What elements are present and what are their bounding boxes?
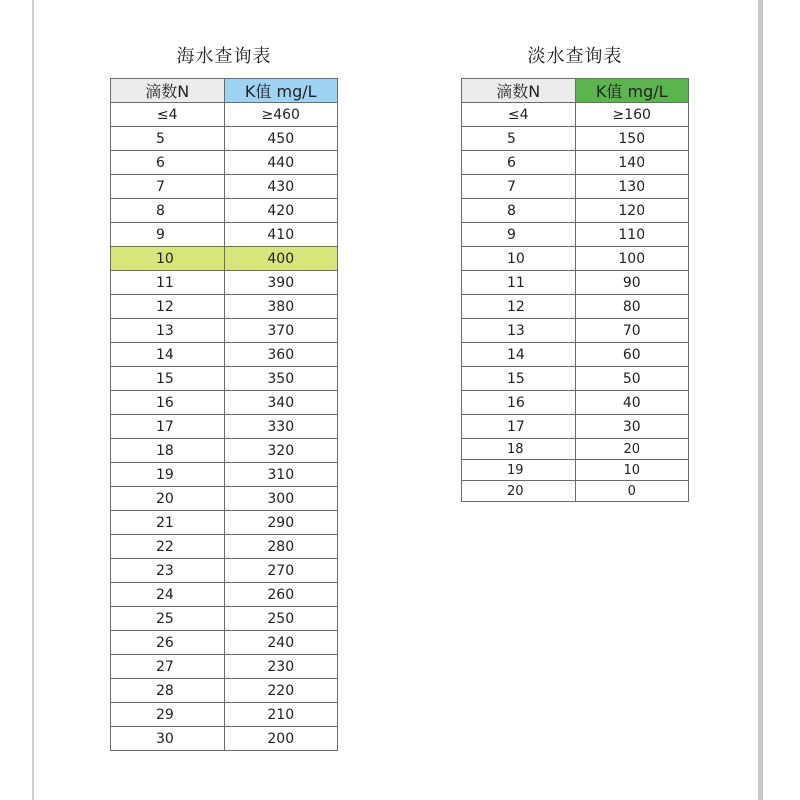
k-value-cell: 360 [224,343,338,367]
drops-cell: 9 [111,223,225,247]
k-value-cell: 420 [224,199,338,223]
table-row [462,199,689,223]
k-value-cell: 300 [224,487,338,511]
table-row [111,127,338,151]
k-value-cell: ≥460 [224,103,338,127]
table-row [462,103,689,127]
drops-cell: 11 [111,271,225,295]
table-row [111,487,338,511]
k-value-cell: 150 [575,127,689,151]
drops-cell: 20 [111,487,225,511]
drops-cell: 10 [111,247,225,271]
drops-cell: 13 [111,319,225,343]
k-value-cell: 140 [575,151,689,175]
k-value-cell: 20 [575,439,689,460]
drops-cell: 24 [111,583,225,607]
drops-cell: 16 [462,391,576,415]
drops-cell: 5 [462,127,576,151]
drops-cell: 5 [111,127,225,151]
k-value-cell: 210 [224,703,338,727]
fresh-table-title: 淡水查询表 [527,46,623,67]
k-value-cell: 220 [224,679,338,703]
table-row [462,295,689,319]
sea-table-title: 海水查询表 [176,46,272,67]
drops-cell: 12 [111,295,225,319]
table-row [111,727,338,751]
page-left-border [32,0,34,800]
drops-cell: 15 [111,367,225,391]
drops-cell: 11 [462,271,576,295]
k-value-cell: 380 [224,295,338,319]
k-value-cell: 90 [575,271,689,295]
table-row [111,703,338,727]
drops-cell: 13 [462,319,576,343]
drops-cell: 20 [462,481,576,502]
drops-cell: 23 [111,559,225,583]
fresh-header-drops: 滴数N [462,79,576,103]
sea-header-k-value: K值 mg/L [224,79,338,103]
drops-cell: 9 [462,223,576,247]
table-row [111,151,338,175]
table-row [462,151,689,175]
table-row [462,271,689,295]
table-row [111,391,338,415]
table-row [111,607,338,631]
k-value-cell: 250 [224,607,338,631]
table-row [111,175,338,199]
drops-cell: 8 [462,199,576,223]
drops-cell: 14 [111,343,225,367]
table-row [462,247,689,271]
table-row [111,559,338,583]
table-row [462,391,689,415]
drops-cell: 12 [462,295,576,319]
k-value-cell: 320 [224,439,338,463]
drops-cell: ≤4 [462,103,576,127]
k-value-cell: 0 [575,481,689,502]
table-row [111,199,338,223]
k-value-cell: 410 [224,223,338,247]
sea-table-body [111,103,338,751]
k-value-cell: 350 [224,367,338,391]
sea-table-header-row [111,79,338,103]
sea-header-drops: 滴数N [111,79,225,103]
k-value-cell: 330 [224,415,338,439]
table-row [462,175,689,199]
drops-cell: 30 [111,727,225,751]
fresh-water-table [461,78,689,502]
k-value-cell: 50 [575,367,689,391]
table-row [111,463,338,487]
drops-cell: 14 [462,343,576,367]
table-row [111,415,338,439]
table-row [462,439,689,460]
k-value-cell: 60 [575,343,689,367]
drops-cell: 19 [111,463,225,487]
table-row [462,343,689,367]
k-value-cell: 40 [575,391,689,415]
table-row [111,679,338,703]
k-value-cell: 110 [575,223,689,247]
table-row [111,319,338,343]
drops-cell: 17 [111,415,225,439]
k-value-cell: 400 [224,247,338,271]
table-row [462,367,689,391]
drops-cell: 17 [462,415,576,439]
sea-water-table [110,78,338,751]
fresh-header-k-value: K值 mg/L [575,79,689,103]
drops-cell: 7 [462,175,576,199]
table-row [111,439,338,463]
drops-cell: ≤4 [111,103,225,127]
k-value-cell: 240 [224,631,338,655]
drops-cell: 6 [111,151,225,175]
table-row [462,127,689,151]
k-value-cell: 290 [224,511,338,535]
k-value-cell: 80 [575,295,689,319]
table-row [111,367,338,391]
drops-cell: 19 [462,460,576,481]
table-row [111,271,338,295]
k-value-cell: 260 [224,583,338,607]
table-row [462,319,689,343]
drops-cell: 6 [462,151,576,175]
k-value-cell: 70 [575,319,689,343]
table-row [111,631,338,655]
drops-cell: 15 [462,367,576,391]
table-row [462,415,689,439]
drops-cell: 27 [111,655,225,679]
k-value-cell: 120 [575,199,689,223]
drops-cell: 18 [462,439,576,460]
drops-cell: 22 [111,535,225,559]
table-row [111,511,338,535]
drops-cell: 29 [111,703,225,727]
k-value-cell: 280 [224,535,338,559]
drops-cell: 10 [462,247,576,271]
k-value-cell: ≥160 [575,103,689,127]
table-row [462,460,689,481]
k-value-cell: 370 [224,319,338,343]
drops-cell: 8 [111,199,225,223]
table-row [111,295,338,319]
fresh-table-body [462,103,689,502]
k-value-cell: 430 [224,175,338,199]
k-value-cell: 390 [224,271,338,295]
k-value-cell: 340 [224,391,338,415]
k-value-cell: 200 [224,727,338,751]
table-row [111,343,338,367]
k-value-cell: 130 [575,175,689,199]
k-value-cell: 30 [575,415,689,439]
k-value-cell: 100 [575,247,689,271]
table-row [111,247,338,271]
drops-cell: 7 [111,175,225,199]
k-value-cell: 230 [224,655,338,679]
table-row [462,481,689,502]
table-row [111,103,338,127]
drops-cell: 25 [111,607,225,631]
k-value-cell: 10 [575,460,689,481]
table-row [111,223,338,247]
drops-cell: 28 [111,679,225,703]
k-value-cell: 450 [224,127,338,151]
page-right-scroll-edge [758,0,763,800]
table-row [111,535,338,559]
drops-cell: 21 [111,511,225,535]
drops-cell: 26 [111,631,225,655]
table-row [111,655,338,679]
k-value-cell: 270 [224,559,338,583]
k-value-cell: 440 [224,151,338,175]
fresh-table-header-row [462,79,689,103]
drops-cell: 16 [111,391,225,415]
table-row [462,223,689,247]
k-value-cell: 310 [224,463,338,487]
drops-cell: 18 [111,439,225,463]
table-row [111,583,338,607]
